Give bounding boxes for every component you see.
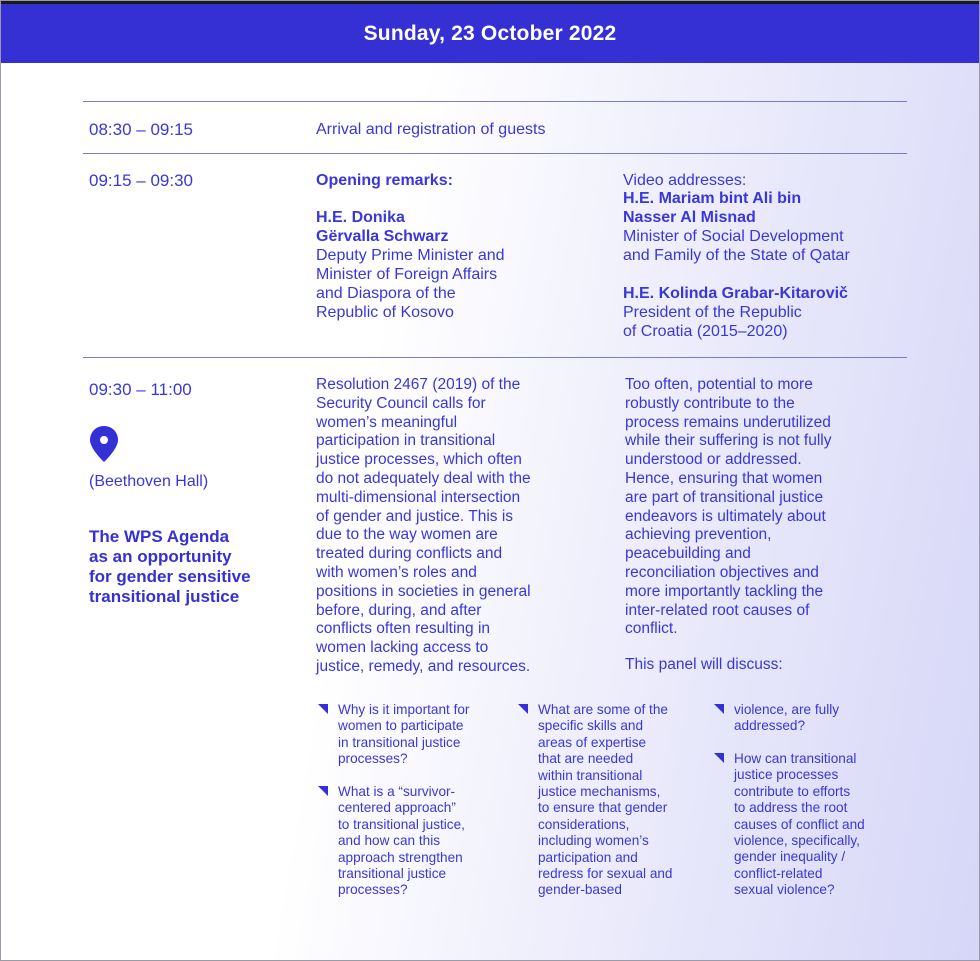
bullet-line: within transitional	[538, 767, 643, 783]
paragraph-line: conflict.	[625, 620, 678, 638]
paragraph-line: treated during conflicts and	[316, 545, 503, 563]
speaker-role: President of the Republic	[623, 304, 802, 321]
bullet-line: contribute to efforts	[734, 783, 851, 799]
paragraph-line: conflicts often resulting in	[316, 620, 491, 638]
paragraph-line: endeavors is ultimately about	[625, 507, 826, 525]
time-slot-3: 09:30 – 11:00	[89, 380, 192, 399]
speaker-role: Republic of Kosovo	[316, 304, 454, 321]
bullet-line: women to participate	[338, 718, 464, 734]
speaker-name: Gërvalla Schwarz	[316, 228, 449, 245]
paragraph-line: Hence, ensuring that women	[625, 469, 823, 487]
bullet-line: considerations,	[538, 816, 630, 832]
bullet-item-continued	[734, 702, 914, 735]
paragraph-line: of gender and justice. This is	[316, 507, 514, 525]
paragraph-line: understood or addressed.	[625, 451, 802, 469]
bullet-line: justice processes	[734, 767, 839, 783]
paragraph-line: Security Council calls for	[316, 394, 486, 412]
bullet-line: What is a “survivor-	[338, 784, 456, 799]
bullet-item	[338, 702, 518, 768]
date-title: Sunday, 23 October 2022	[363, 21, 617, 45]
speaker-role: Minister of Foreign Affairs	[316, 266, 498, 283]
bullet-line: centered approach”	[338, 800, 456, 816]
bullet-line: processes?	[338, 882, 408, 898]
divider	[83, 357, 907, 358]
panel-title-line: transitional justice	[89, 587, 240, 606]
paragraph-line: with women’s roles and	[316, 563, 477, 581]
bullet-line: How can transitional	[734, 751, 857, 766]
bullet-line: processes?	[338, 751, 408, 767]
bullet-item	[338, 784, 518, 899]
bullet-line: and how can this	[338, 833, 441, 849]
opening-remarks-heading: Opening remarks:	[316, 172, 453, 189]
bullet-line: areas of expertise	[538, 734, 647, 750]
triangle-bullet-icon	[714, 704, 724, 714]
bullet-line: Why is it important for	[338, 702, 470, 717]
paragraph-line: while their suffering is not fully	[625, 432, 832, 450]
paragraph-line: Resolution 2467 (2019) of the	[316, 376, 521, 393]
paragraph-line: peacebuilding and	[625, 545, 751, 563]
paragraph-line: are part of transitional justice	[625, 488, 824, 506]
triangle-bullet-icon	[518, 704, 528, 714]
bullet-item	[538, 702, 713, 899]
bullet-line: justice mechanisms,	[538, 784, 661, 800]
bullet-line: addressed?	[734, 718, 806, 734]
bullet-line: to address the root	[734, 800, 848, 816]
registration-text: Arrival and registration of guests	[316, 121, 546, 138]
paragraph-line: process remains underutilized	[625, 413, 831, 431]
paragraph-line: reconciliation objectives and	[625, 563, 819, 581]
video-addresses-heading: Video addresses:	[623, 172, 747, 189]
bullet-line: participation and	[538, 849, 638, 865]
paragraph-line: participation in transitional	[316, 432, 496, 450]
paragraph-line: Too often, potential to more	[625, 376, 813, 393]
bullet-line: transitional justice	[338, 866, 447, 882]
paragraph-line: robustly contribute to the	[625, 394, 795, 412]
paragraph-line: inter-related root causes of	[625, 601, 810, 619]
bullet-line: sexual violence?	[734, 882, 835, 898]
paragraph-line: do not adequately deal with the	[316, 469, 531, 487]
bullet-item	[734, 751, 914, 899]
bullet-line: approach strengthen	[338, 849, 463, 865]
speaker-name: Nasser Al Misnad	[623, 209, 756, 226]
location-text: (Beethoven Hall)	[89, 473, 209, 490]
paragraph-line: more importantly tackling the	[625, 582, 824, 600]
paragraph-line: positions in societies in general	[316, 582, 531, 600]
bullet-line: violence, specifically,	[734, 833, 860, 849]
bullet-line: redress for sexual and	[538, 866, 673, 882]
paragraph-line: women lacking access to	[316, 639, 489, 657]
bullet-line: to ensure that gender	[538, 800, 668, 816]
bullet-line: gender-based	[538, 882, 622, 898]
bullet-line: specific skills and	[538, 718, 644, 734]
divider	[83, 153, 907, 154]
bullet-line: causes of conflict and	[734, 816, 865, 832]
speaker-name: H.E. Donika	[316, 209, 405, 226]
bullet-line: to transitional justice,	[338, 816, 465, 832]
bullet-line: in transitional justice	[338, 734, 461, 750]
bullet-line: conflict-related	[734, 865, 823, 881]
triangle-bullet-icon	[318, 704, 328, 714]
paragraph-left	[316, 376, 616, 677]
paragraph-line: multi-dimensional intersection	[316, 488, 521, 506]
panel-title-line: for gender sensitive	[89, 567, 251, 586]
paragraph-line: before, during, and after	[316, 601, 482, 619]
paragraph-right	[625, 376, 915, 639]
paragraph-line: justice, remedy, and resources.	[316, 657, 531, 675]
paragraph-line: due to the way women are	[316, 526, 498, 544]
paragraph-line: achieving prevention,	[625, 526, 772, 544]
triangle-bullet-icon	[318, 786, 328, 796]
panel-title	[89, 527, 299, 607]
speaker-role: and Family of the State of Qatar	[623, 247, 850, 264]
triangle-bullet-icon	[714, 753, 724, 763]
speaker-name: H.E. Kolinda Grabar-Kitarovič	[623, 285, 848, 302]
bullet-line: gender inequality /	[734, 849, 846, 865]
panel-title-line: The WPS Agenda	[89, 527, 230, 546]
bullet-line: violence, are fully	[734, 702, 840, 717]
bullet-line: What are some of the	[538, 702, 668, 717]
paragraph-line: justice processes, which often	[316, 451, 522, 469]
speaker-role: and Diaspora of the	[316, 285, 456, 302]
map-pin-icon	[89, 425, 119, 463]
panel-title-line: as an opportunity	[89, 547, 232, 566]
time-slot-1: 08:30 – 09:15	[89, 120, 193, 139]
speaker-role: Minister of Social Development	[623, 228, 844, 245]
paragraph-line: women’s meaningful	[316, 413, 458, 431]
panel-intro: This panel will discuss:	[625, 656, 783, 673]
bullet-line: that are needed	[538, 751, 634, 767]
speaker-role: Deputy Prime Minister and	[316, 247, 505, 264]
bullet-line: including women’s	[538, 833, 649, 849]
speaker-name: H.E. Mariam bint Ali bin	[623, 190, 802, 207]
date-header	[1, 1, 979, 63]
speaker-role: of Croatia (2015–2020)	[623, 323, 788, 340]
time-slot-2: 09:15 – 09:30	[89, 171, 193, 190]
divider	[83, 101, 907, 102]
